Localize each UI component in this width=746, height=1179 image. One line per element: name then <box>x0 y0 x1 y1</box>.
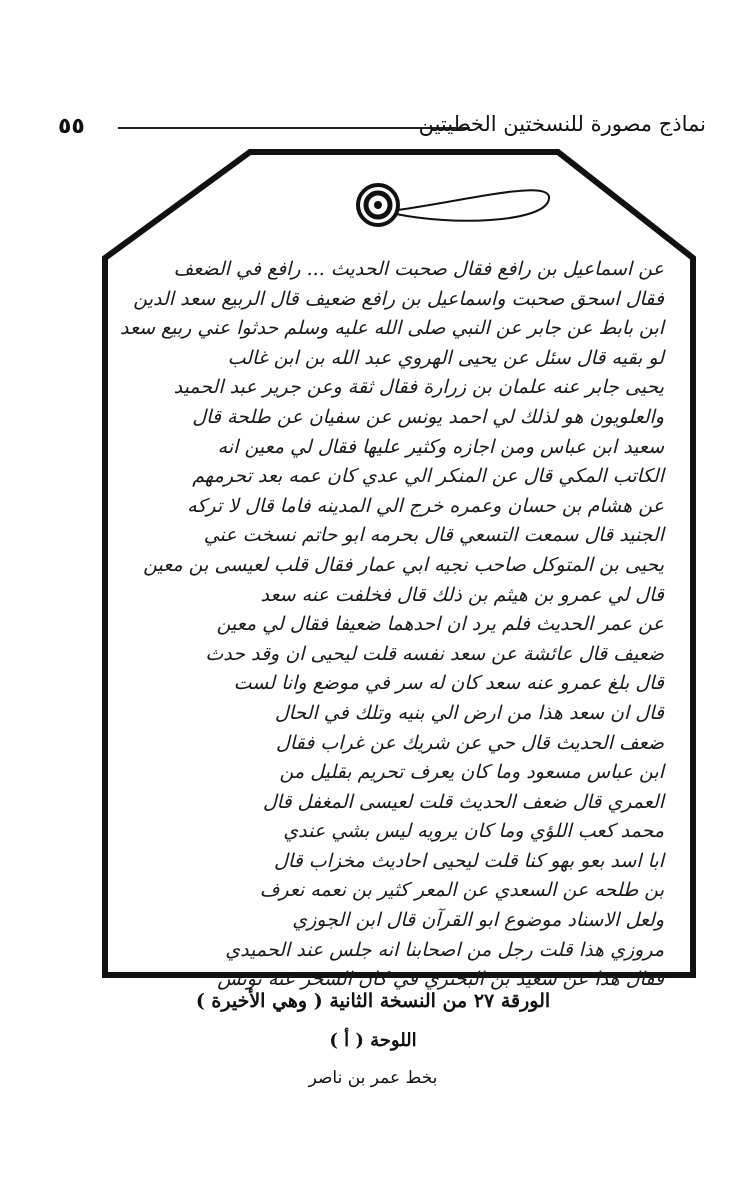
tag-string <box>396 190 549 220</box>
manuscript-line: ابا اسد بعو بهو كنا قلت ليحيى احاديث مخزاب قال <box>274 849 664 872</box>
manuscript-line: فقال هذا عن سعيد بن البختري في كان السحر عنه تونس <box>217 968 664 991</box>
manuscript-line: فقال اسحق صحبت واسماعيل بن رافع ضعيف قال الربيع سعد الدين <box>133 287 664 310</box>
manuscript-line: مروزي هذا قلت رجل من اصحابنا انه جلس عند الحميدي <box>225 938 664 961</box>
manuscript-line: عن عمر الحديث فلم يرد ان احدهما ضعيفا فقال لي معين <box>216 613 664 636</box>
page-number: ٥٥ <box>58 114 85 139</box>
manuscript-line: عن اسماعيل بن رافع فقال صحبت الحديث ... رافع في الضعف <box>173 258 664 280</box>
manuscript-text <box>120 255 664 991</box>
manuscript-line: العمري قال ضعف الحديث قلت لعيسى المغفل قال <box>262 790 664 813</box>
manuscript-line: لو بقيه قال سئل عن يحيى الهروي عبد الله بن ابن غالب <box>227 346 664 369</box>
manuscript-line: ضعف الحديث قال حي عن شريك عن غراب فقال <box>276 731 664 754</box>
manuscript-line: قال بلغ عمرو عنه سعد كان له سر في موضع وانا لست <box>233 672 664 695</box>
caption-folio: الورقة ٢٧ من النسخة الثانية ( وهي الأخيرة ) <box>195 990 551 1012</box>
manuscript-line: ابن بابط عن جابر عن النبي صلى الله عليه وسلم حدثوا عني ربيع سعد <box>120 317 664 340</box>
running-title: نماذج مصورة للنسختين الخطيتين <box>418 112 706 136</box>
manuscript-line: قال ان سعد هذا من ارض الي بنيه وتلك في الحال <box>274 701 664 724</box>
caption-plate: اللوحة ( أ ) <box>329 1030 417 1051</box>
manuscript-line: يحيى جابر عنه علمان بن زرارة فقال ثقة وعن جرير عبد الحميد <box>173 376 664 399</box>
manuscript-line: ضعيف قال عائشة عن سعد نفسه قلت ليحيى ان وقد حدث <box>205 642 664 665</box>
manuscript-line: ولعل الاسناد موضوع ابو القرآن قال ابن الجوزي <box>292 909 664 932</box>
manuscript-line: ابن عباس مسعود وما كان يعرف تحريم بقليل من <box>279 761 664 784</box>
manuscript-line: عن هشام بن حسان وعمره خرج الي المدينه فاما قال لا تركه <box>187 494 664 517</box>
manuscript-line: والعلويون هو لذلك لي احمد يونس عن سفيان عن طلحة قال <box>192 405 664 428</box>
manuscript-line: قال لي عمرو بن هيثم بن ذلك قال فخلفت عنه سعد <box>260 583 664 606</box>
manuscript-line: محمد كعب اللؤي وما كان يرويه ليس بشي عندي <box>283 820 664 843</box>
manuscript-line: يحيى بن المتوكل صاحب نجيه ابي عمار فقال قلب لعيسى بن معين <box>143 553 664 576</box>
eyelet-icon <box>358 185 398 225</box>
manuscript-line: سعيد ابن عباس ومن اجازه وكثير عليها فقال لي معين انه <box>217 435 664 458</box>
manuscript-line: الكاتب المكي قال عن المنكر الي عدي كان عمه بعد تحرمهم <box>192 465 664 488</box>
manuscript-line: الجنيد قال سمعت التسعي قال بحرمه ابو حاتم نسخت عني <box>203 524 664 547</box>
caption-scribe: بخط عمر بن ناصر <box>308 1068 438 1088</box>
manuscript-line: بن طلحه عن السعدي عن المعر كثير بن نعمه نعرف <box>259 879 664 902</box>
